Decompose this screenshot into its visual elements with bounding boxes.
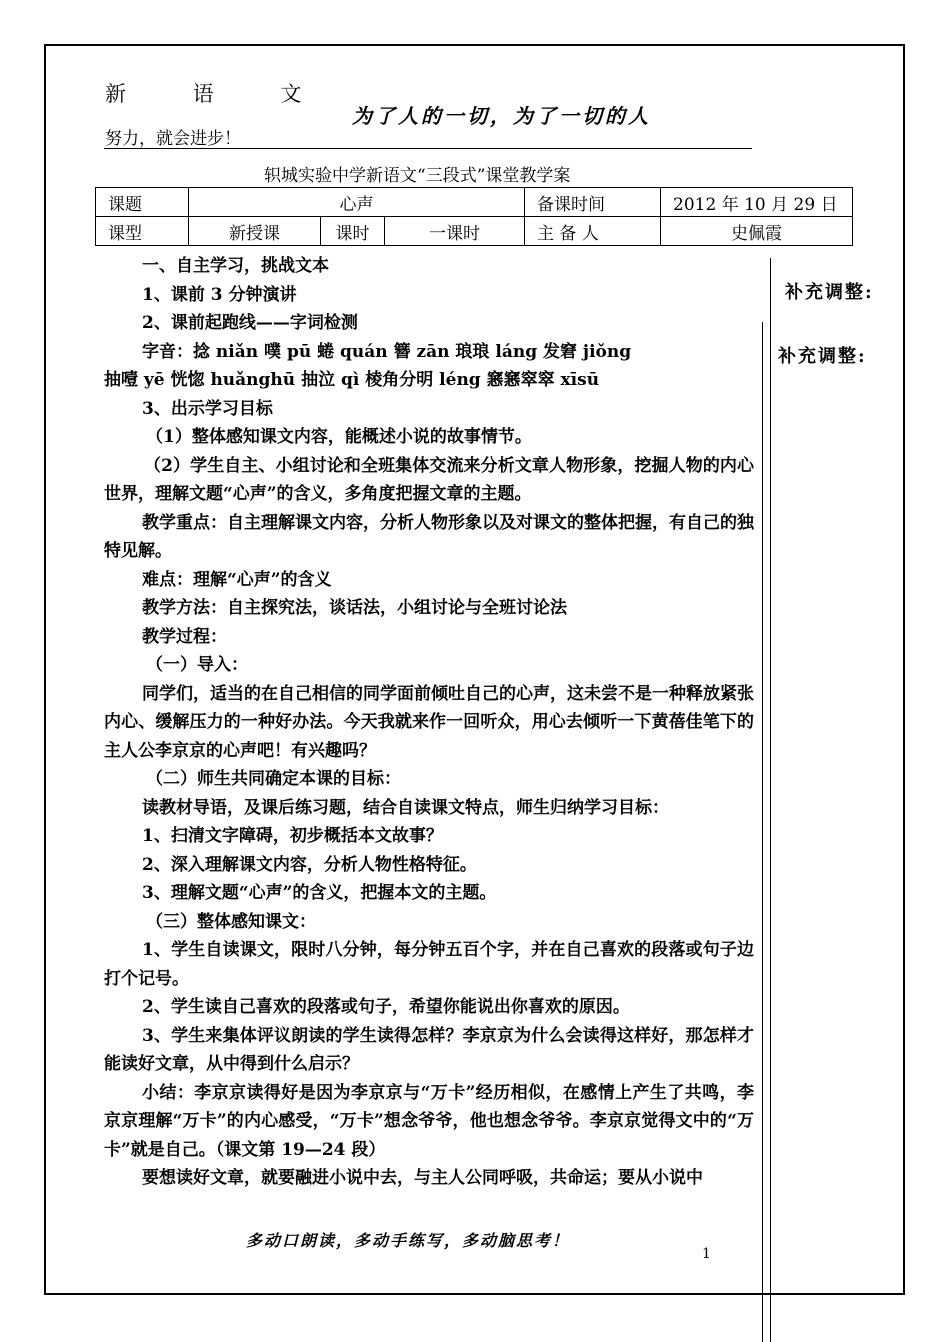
- body-paragraph: 同学们，适当的在自己相信的同学面前倾吐自己的心声，这未尝不是一种释放紧张内心、缓解压力的一种好办法。今天我就来作一回听众，用心去倾听一下黄蓓佳笔下的主人公李京京的心声吧！有兴趣吗？: [104, 683, 754, 761]
- document-title: 轵城实验中学新语文“三段式”课堂教学案: [264, 166, 571, 186]
- subsection-heading: （三）整体感知课文：: [146, 911, 316, 932]
- key-points: 教学重点：自主理解课文内容，分析人物形象以及对课文的整体把握，有自己的独特见解。: [104, 512, 754, 561]
- topic-label: 课题: [96, 188, 189, 217]
- teaching-methods: 教学方法：自主探究法，谈话法，小组讨论与全班讨论法: [142, 598, 567, 618]
- pronunciation-line: 抽噎 yē 恍惚 huǎnghū 抽泣 qì 棱角分明 léng 窸窸窣窣 xīsū: [104, 370, 600, 390]
- footer-motto: 多动口朗读，多动手练写，多动脑思考！: [246, 1231, 571, 1250]
- list-item: 2、学生读自己喜欢的段落或句子，希望你能说出你喜欢的原因。: [142, 997, 630, 1017]
- side-note-label: 补充调整:: [785, 282, 874, 303]
- hours-value: 一课时: [385, 217, 525, 246]
- prep-time-label: 备课时间: [525, 188, 661, 217]
- lesson-body: [104, 252, 754, 1193]
- section-heading: 一、自主学习，挑战文本: [142, 256, 329, 276]
- type-label: 课型: [96, 217, 189, 246]
- side-column-divider: [770, 258, 771, 1342]
- difficulties: 难点：理解“心声”的含义: [142, 569, 332, 590]
- brand-title: 新 语 文: [105, 82, 332, 106]
- type-value: 新授课: [189, 217, 321, 246]
- side-column-divider-inner: [762, 322, 763, 1342]
- topic-value: 心声: [189, 188, 525, 217]
- prep-time-value: 2012 年 10 月 29 日: [661, 188, 853, 217]
- teaching-process-heading: 教学过程：: [142, 626, 227, 647]
- side-note-label: 补充调整:: [778, 346, 867, 367]
- header-motto: 努力，就会进步！: [105, 129, 241, 149]
- body-line: 2、课前起跑线——字词检测: [142, 313, 358, 333]
- page-number: 1: [702, 1246, 711, 1262]
- list-item: 3、学生来集体评议朗读的学生读得怎样？李京京为什么会读得这样好，那怎样才能读好文章，从中得到什么启示？: [104, 1025, 754, 1074]
- hours-label: 课时: [321, 217, 385, 246]
- objective-item: （2）学生自主、小组讨论和全班集体交流来分析文章人物形象，挖掘人物的内心世界，理解文题“心声”的含义，多角度把握文章的主题。: [104, 455, 754, 504]
- body-line: 读教材导语，及课后练习题，结合自读课文特点，师生归纳学习目标：: [142, 797, 669, 818]
- subsection-heading: （二）师生共同确定本课的目标：: [146, 769, 401, 789]
- pronunciation-line: 字音：捻 niǎn 噗 pū 蜷 quán 簪 zān 琅琅 láng 发窘 jiǒng: [142, 341, 632, 362]
- body-paragraph: 要想读好文章，就要融进小说中去，与主人公同呼吸，共命运；要从小说中: [142, 1168, 703, 1188]
- body-line: 3、出示学习目标: [142, 398, 273, 419]
- list-item: 3、理解文题“心声”的含义，把握本文的主题。: [142, 883, 497, 903]
- table-row: [96, 188, 853, 217]
- summary-paragraph: 小结：李京京读得好是因为李京京与“万卡”经历相似，在感情上产生了共鸣，李京京理解“万卡”的内心感受，“万卡”想念爷爷，他也想念爷爷。李京京觉得文中的“万卡”就是自己。（课文第 19—24 段）: [104, 1082, 754, 1160]
- body-line: 1、课前 3 分钟演讲: [142, 284, 297, 305]
- subsection-heading: （一）导入：: [146, 655, 248, 675]
- preparer-label: 主 备 人: [525, 217, 661, 246]
- objective-item: （1）整体感知课文内容，能概述小说的故事情节。: [146, 427, 532, 447]
- list-item: 2、深入理解课文内容，分析人物性格特征。: [142, 854, 477, 875]
- list-item: 1、扫清文字障碍，初步概括本文故事？: [142, 826, 443, 846]
- lesson-info-table: [95, 187, 853, 246]
- table-row: [96, 217, 853, 246]
- header-slogan: 为了人的一切，为了一切的人: [352, 104, 651, 128]
- list-item: 1、学生自读课文，限时八分钟，每分钟五百个字，并在自己喜欢的段落或句子边打个记号。: [104, 940, 754, 989]
- header-divider: [104, 148, 752, 149]
- preparer-value: 史佩霞: [661, 217, 853, 246]
